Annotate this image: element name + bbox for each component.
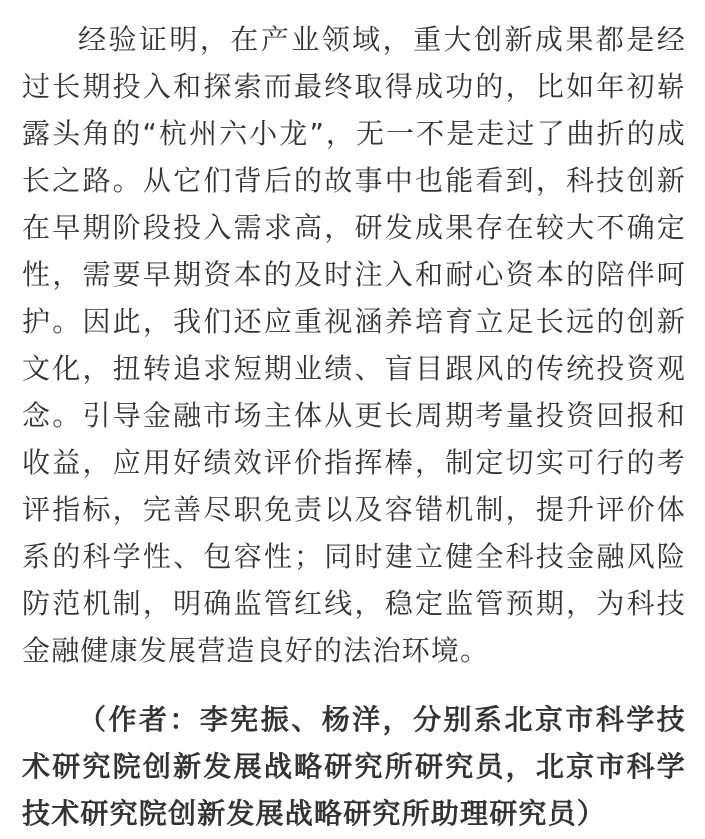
body-paragraph: 经验证明，在产业领域，重大创新成果都是经过长期投入和探索而最终取得成功的，比如年初崭露头角的“杭州六小龙”，无一不是走过了曲折的成长之路。从它们背后的故事中也能看到，科技创新在早期阶段投入需求高，研发成果存在较大不确定性，需要早期资本的及时注入和耐心资本的陪伴呵护。因此，我们还应重视涵养培育立足长远的创新文化，扭转追求短期业绩、盲目跟风的传统投资观念。引导金融市场主体从更长周期考量投资回报和收益，应用好绩效评价指挥棒，制定切实可行的考评指标，完善尽职免责以及容错机制，提升评价体系的科学性、包容性；同时建立健全科技金融风险防范机制，明确监管红线，稳定监管预期，为科技金融健康发展营造良好的法治环境。: [22, 23, 686, 667]
article-body: [22, 16, 686, 837]
author-note: （作者：李宪振、杨洋，分别系北京市科学技术研究院创新发展战略研究所研究员，北京市科学技术研究院创新发展战略研究所助理研究员）: [22, 703, 686, 830]
